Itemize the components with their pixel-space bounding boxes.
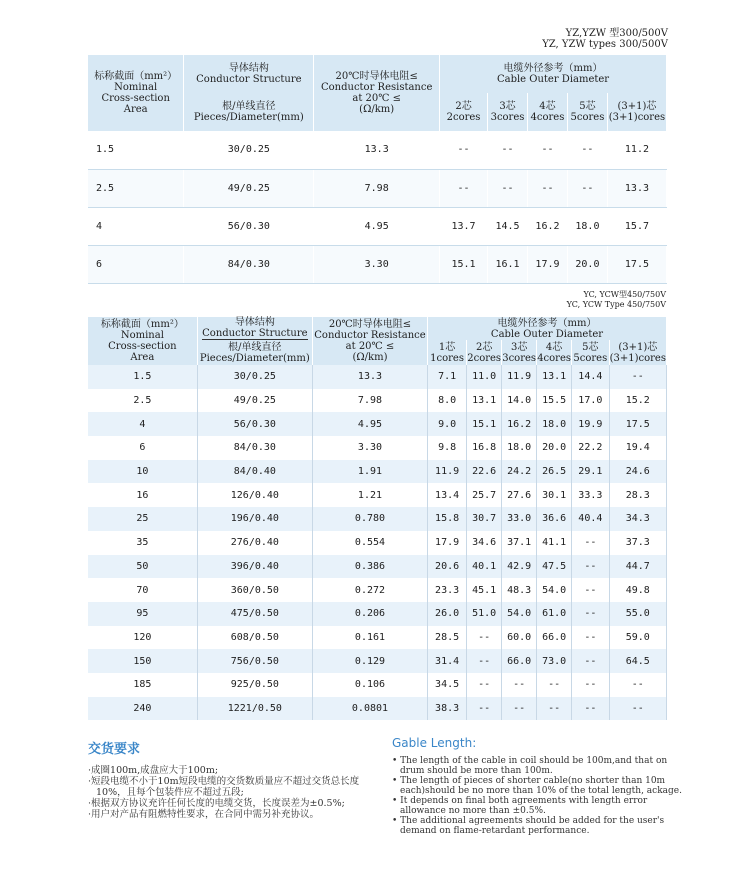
note-item-en: • The length of pieces of shorter cable(no shorter than 10m each)should be no more than 10% of the total length, ackage. (392, 776, 682, 796)
diameter-cell: 26.0 (428, 602, 467, 626)
diameter-cell: 13.7 (440, 207, 488, 245)
diameter-cell: -- (537, 697, 572, 721)
area-cell: 4 (88, 412, 197, 436)
diameter-cell: 13.4 (428, 483, 467, 507)
nominal-header-2-cn: 标称截面（mm²） (100, 319, 184, 330)
diameter-cell: 29.1 (572, 460, 610, 484)
diameter-cell: 20.6 (428, 555, 467, 579)
diameter-header-en: Cable Outer Diameter (496, 74, 610, 85)
delivery-notes-cn (88, 765, 378, 820)
conductor-header-2-en-text: Conductor Structure (202, 328, 308, 339)
area-cell: 185 (88, 673, 197, 697)
diameter-cell: 33.3 (572, 483, 610, 507)
area-cell: 1.5 (88, 365, 197, 389)
diameter-cell: 15.8 (428, 507, 467, 531)
table2-caption-en: YC, YCW Type 450/750V (566, 300, 666, 309)
table-row (88, 169, 667, 207)
diameter-cell: -- (572, 602, 610, 626)
diameter-cell: 59.0 (609, 626, 666, 650)
diameter-cell: 60.0 (502, 626, 537, 650)
diameter-cell: -- (527, 169, 567, 207)
nominal-header (88, 55, 184, 131)
diameter-cell: 17.0 (572, 389, 610, 413)
resistance-cell: 0.0801 (312, 697, 427, 721)
diameter-cell: 54.0 (537, 578, 572, 602)
diameter-cell: 14.5 (488, 207, 528, 245)
area-cell: 4 (88, 207, 184, 245)
area-cell: 150 (88, 649, 197, 673)
table-row (88, 626, 667, 650)
cores-header (527, 93, 567, 131)
resistance-cell: 0.554 (312, 531, 427, 555)
pieces-cell: 30/0.25 (184, 131, 314, 169)
pieces-cell: 84/0.30 (197, 436, 312, 460)
conductor-header (184, 55, 314, 93)
diameter-cell: 48.3 (502, 578, 537, 602)
diameter-cell: 31.4 (428, 649, 467, 673)
diameter-cell: -- (572, 673, 610, 697)
diameter-cell: 23.3 (428, 578, 467, 602)
table-row (88, 460, 667, 484)
area-cell: 10 (88, 460, 197, 484)
diameter-cell: 36.6 (537, 507, 572, 531)
diameter-cell: 30.7 (467, 507, 502, 531)
diameter-cell: 13.1 (537, 365, 572, 389)
diameter-cell: 20.0 (567, 245, 607, 283)
cores-header-cn: (3+1)芯 (618, 341, 658, 353)
resistance-cell: 0.206 (312, 602, 427, 626)
resistance-header-2 (312, 317, 427, 365)
diameter-cell: 8.0 (428, 389, 467, 413)
diameter-cell: 11.2 (607, 131, 666, 169)
diameter-cell: 15.1 (440, 245, 488, 283)
cores-header-cn: 3芯 (510, 341, 528, 353)
table-row (88, 602, 667, 626)
table-row (88, 673, 667, 697)
diameter-cell: 33.0 (502, 507, 537, 531)
delivery-title-cn: 交货要求 (88, 742, 141, 757)
note-item-en: • The additional agreements should be added for the user's demand on flame-retardant performance. (392, 816, 665, 836)
table-row (88, 436, 667, 460)
resistance-cell: 0.161 (312, 626, 427, 650)
diameter-cell: 18.0 (567, 207, 607, 245)
cores-header-en: 2cores (467, 352, 502, 364)
pieces-header (184, 93, 314, 131)
area-cell: 1.5 (88, 131, 184, 169)
table-yz-yzw (88, 55, 667, 284)
area-cell: 120 (88, 626, 197, 650)
resistance-cell: 13.3 (314, 131, 440, 169)
diameter-cell: 28.3 (609, 483, 666, 507)
diameter-cell: 25.7 (467, 483, 502, 507)
diameter-cell: -- (467, 626, 502, 650)
cores-header-cn: 5芯 (579, 101, 596, 112)
diameter-cell: 34.3 (609, 507, 666, 531)
resistance-cell: 0.106 (312, 673, 427, 697)
diameter-cell: 34.6 (467, 531, 502, 555)
diameter-cell: 13.1 (467, 389, 502, 413)
cores-header-cn: 5芯 (582, 341, 599, 353)
diameter-cell: 11.9 (502, 365, 537, 389)
diameter-cell: 16.2 (502, 412, 537, 436)
diameter-cell: 17.5 (607, 245, 666, 283)
area-cell: 95 (88, 602, 197, 626)
table-row (88, 389, 667, 413)
pieces-cell: 126/0.40 (197, 483, 312, 507)
diameter-cell: 61.0 (537, 602, 572, 626)
area-cell: 35 (88, 531, 197, 555)
diameter-cell: 9.0 (428, 412, 467, 436)
diameter-cell: 40.1 (467, 555, 502, 579)
diameter-cell: 16.8 (467, 436, 502, 460)
pieces-cell: 84/0.40 (197, 460, 312, 484)
diameter-cell: 15.7 (607, 207, 666, 245)
resistance-cell: 0.386 (312, 555, 427, 579)
diameter-cell: 19.9 (572, 412, 610, 436)
diameter-cell: 47.5 (537, 555, 572, 579)
diameter-cell: -- (572, 555, 610, 579)
table-row (88, 507, 667, 531)
cores-header-en: 1cores (430, 352, 464, 364)
cores-header-en: (3+1)cores (608, 112, 666, 123)
diameter-cell: -- (440, 131, 488, 169)
diameter-cell: 26.5 (537, 460, 572, 484)
cores-header (537, 340, 572, 365)
cores-header-en: 3cores (502, 352, 537, 364)
area-cell: 50 (88, 555, 197, 579)
cores-header-en: (3+1)cores (609, 352, 666, 364)
diameter-cell: -- (609, 697, 666, 721)
note-item-cn: ·用户对产品有阻燃特性要求，在合同中需另补充协议。 (88, 809, 320, 820)
table2-caption (567, 290, 666, 310)
cores-header (440, 93, 488, 131)
cores-header-en: 2cores (446, 112, 481, 123)
diameter-cell: 51.0 (467, 602, 502, 626)
resistance-header-2-unit: (Ω/km) (352, 352, 388, 363)
diameter-cell: 16.2 (527, 207, 567, 245)
resistance-cell: 4.95 (314, 207, 440, 245)
cores-header (502, 340, 537, 365)
pieces-cell: 49/0.25 (197, 389, 312, 413)
diameter-header-2 (428, 317, 667, 340)
diameter-cell: 49.8 (609, 578, 666, 602)
delivery-cn-section (88, 738, 378, 820)
resistance-header-en: Conductor Resistance (320, 82, 433, 93)
diameter-cell: -- (572, 578, 610, 602)
resistance-cell: 3.30 (312, 436, 427, 460)
diameter-cell: 15.5 (537, 389, 572, 413)
diameter-cell: 11.0 (467, 365, 502, 389)
conductor-header-cn: 导体结构 (228, 63, 269, 74)
table-row (88, 578, 667, 602)
cores-header-en: 4cores (537, 352, 572, 364)
table-row (88, 555, 667, 579)
diameter-cell: -- (502, 673, 537, 697)
diameter-header-2-en: Cable Outer Diameter (490, 328, 604, 340)
resistance-cell: 3.30 (314, 245, 440, 283)
resistance-cell: 4.95 (312, 412, 427, 436)
resistance-cell: 0.129 (312, 649, 427, 673)
diameter-cell: 19.4 (609, 436, 666, 460)
cores-header-cn: 3芯 (499, 101, 516, 112)
table-row (88, 245, 667, 283)
resistance-cell: 7.98 (312, 389, 427, 413)
cores-header-en: 3cores (490, 112, 525, 123)
diameter-cell: 24.2 (502, 460, 537, 484)
diameter-cell: 54.0 (502, 602, 537, 626)
conductor-header-2-cn: 导体结构 (234, 317, 275, 328)
resistance-header-unit: (Ω/km) (359, 104, 395, 115)
diameter-cell: 42.9 (502, 555, 537, 579)
diameter-cell: -- (572, 697, 610, 721)
diameter-cell: 14.4 (572, 365, 610, 389)
pieces-cell: 276/0.40 (197, 531, 312, 555)
note-item-cn: ·短段电缆不小于10m短段电缆的交货数质量应不超过交货总长度10%，且每个包装件应不超过五段; (88, 776, 360, 798)
cores-header-cn: (3+1)芯 (617, 101, 657, 112)
cores-header-cn: 1芯 (438, 341, 456, 353)
table-row (88, 207, 667, 245)
diameter-cell: -- (572, 626, 610, 650)
conductor-header-2 (197, 317, 312, 340)
diameter-cell: 28.5 (428, 626, 467, 650)
table-row (88, 131, 667, 169)
note-item-cn: ·根据双方协议充许任何长度的电缆交货，长度误差为±0.5%; (88, 798, 345, 809)
diameter-cell: 15.1 (467, 412, 502, 436)
nominal-header-2 (88, 317, 197, 365)
area-cell: 240 (88, 697, 197, 721)
diameter-cell: 13.3 (607, 169, 666, 207)
table-row (88, 483, 667, 507)
diameter-cell: 22.6 (467, 460, 502, 484)
pieces-header-2 (197, 340, 312, 365)
area-cell: 2.5 (88, 169, 184, 207)
diameter-cell: 44.7 (609, 555, 666, 579)
table-yc-ycw (88, 317, 667, 720)
diameter-cell: 7.1 (428, 365, 467, 389)
diameter-cell: 30.1 (537, 483, 572, 507)
diameter-cell: -- (567, 131, 607, 169)
diameter-cell: -- (467, 673, 502, 697)
cores-header-cn: 4芯 (545, 341, 563, 353)
resistance-cell: 0.272 (312, 578, 427, 602)
pieces-cell: 396/0.40 (197, 555, 312, 579)
note-item-en: • The length of the cable in coil should be 100m,and that on drum should be more than 100m. (392, 756, 668, 776)
diameter-cell: 15.2 (609, 389, 666, 413)
diameter-cell: -- (467, 649, 502, 673)
resistance-header-cn: 20℃时导体电阻≤ (335, 71, 418, 82)
diameter-cell: 66.0 (502, 649, 537, 673)
cores-header (567, 93, 607, 131)
cores-header-cn: 2芯 (475, 341, 493, 353)
diameter-cell: 14.0 (502, 389, 537, 413)
cores-header-en: 5cores (573, 352, 608, 364)
nominal-header-2-en: Nominal Cross-section Area (108, 330, 177, 363)
cores-header-cn: 4芯 (539, 101, 556, 112)
diameter-cell: -- (567, 169, 607, 207)
diameter-header-2-cn: 电缆外径参考（mm） (497, 317, 597, 329)
pieces-cell: 925/0.50 (197, 673, 312, 697)
resistance-header-2-at: at 20℃ ≤ (345, 341, 395, 352)
diameter-cell: 17.9 (527, 245, 567, 283)
pieces-header-2-en: Pieces/Diameter(mm) (199, 352, 310, 364)
diameter-cell: -- (572, 531, 610, 555)
resistance-header-at: at 20℃ ≤ (352, 93, 401, 104)
diameter-header-cn: 电缆外径参考（mm） (503, 63, 603, 74)
table-row (88, 412, 667, 436)
area-cell: 6 (88, 436, 197, 460)
resistance-cell: 1.91 (312, 460, 427, 484)
nominal-header-cn: 标称截面（mm²） (94, 71, 178, 82)
table-row (88, 365, 667, 389)
diameter-cell: -- (502, 697, 537, 721)
area-cell: 6 (88, 245, 184, 283)
resistance-cell: 0.780 (312, 507, 427, 531)
pieces-cell: 1221/0.50 (197, 697, 312, 721)
diameter-cell: 22.2 (572, 436, 610, 460)
diameter-cell: 34.5 (428, 673, 467, 697)
note-item-en: • It depends on final both agreements with length error allowance no more than ±0.5%. (392, 796, 648, 816)
pieces-cell: 84/0.30 (184, 245, 314, 283)
diameter-cell: 17.9 (428, 531, 467, 555)
diameter-cell: -- (537, 673, 572, 697)
table-row (88, 649, 667, 673)
cores-header (467, 340, 502, 365)
pieces-cell: 756/0.50 (197, 649, 312, 673)
cores-header (609, 340, 666, 365)
cores-header (428, 340, 467, 365)
diameter-header (440, 55, 667, 93)
table1-caption (542, 28, 668, 50)
diameter-cell: 24.6 (609, 460, 666, 484)
table1-caption-cn: YZ,YZW 型300/500V (565, 28, 668, 39)
pieces-header-en: Pieces/Diameter(mm) (193, 112, 304, 123)
diameter-cell: 18.0 (537, 412, 572, 436)
pieces-cell: 608/0.50 (197, 626, 312, 650)
diameter-cell: 38.3 (428, 697, 467, 721)
resistance-header-2-en: Conductor Resistance (314, 330, 426, 341)
area-cell: 70 (88, 578, 197, 602)
cores-header (572, 340, 610, 365)
delivery-en-section (392, 736, 682, 836)
table2-caption-cn: YC, YCW型450/750V (583, 290, 666, 299)
pieces-cell: 475/0.50 (197, 602, 312, 626)
diameter-cell: 27.6 (502, 483, 537, 507)
diameter-cell: 9.8 (428, 436, 467, 460)
cores-header-en: 5cores (570, 112, 605, 123)
resistance-cell: 13.3 (312, 365, 427, 389)
pieces-cell: 49/0.25 (184, 169, 314, 207)
diameter-cell: 16.1 (488, 245, 528, 283)
cores-header (607, 93, 666, 131)
diameter-cell: -- (488, 131, 528, 169)
diameter-cell: 17.5 (609, 412, 666, 436)
cores-header-en: 4cores (530, 112, 565, 123)
diameter-cell: 73.0 (537, 649, 572, 673)
diameter-cell: 40.4 (572, 507, 610, 531)
pieces-cell: 30/0.25 (197, 365, 312, 389)
diameter-cell: 64.5 (609, 649, 666, 673)
pieces-cell: 56/0.30 (184, 207, 314, 245)
diameter-cell: 18.0 (502, 436, 537, 460)
diameter-cell: 45.1 (467, 578, 502, 602)
resistance-cell: 7.98 (314, 169, 440, 207)
pieces-cell: 196/0.40 (197, 507, 312, 531)
area-cell: 25 (88, 507, 197, 531)
conductor-header-2-en (198, 328, 312, 340)
diameter-cell: -- (609, 673, 666, 697)
area-cell: 2.5 (88, 389, 197, 413)
note-item-cn: ·成圈100m,成盘应大于100m; (88, 765, 219, 776)
pieces-cell: 360/0.50 (197, 578, 312, 602)
table-row (88, 697, 667, 721)
diameter-cell: 41.1 (537, 531, 572, 555)
diameter-cell: -- (572, 649, 610, 673)
area-cell: 16 (88, 483, 197, 507)
pieces-header-2-cn: 根/单线直径 (228, 341, 282, 353)
delivery-title-en: Gable Length: (392, 736, 477, 750)
diameter-cell: 55.0 (609, 602, 666, 626)
table-row (88, 531, 667, 555)
cores-header-cn: 2芯 (455, 101, 472, 112)
diameter-cell: -- (609, 365, 666, 389)
diameter-cell: -- (440, 169, 488, 207)
resistance-header (314, 55, 440, 131)
table1-caption-en: YZ, YZW types 300/500V (542, 39, 668, 50)
cores-header (488, 93, 528, 131)
diameter-cell: -- (488, 169, 528, 207)
diameter-cell: 20.0 (537, 436, 572, 460)
diameter-cell: -- (467, 697, 502, 721)
pieces-cell: 56/0.30 (197, 412, 312, 436)
diameter-cell: 66.0 (537, 626, 572, 650)
conductor-header-en: Conductor Structure (196, 74, 302, 85)
diameter-cell: 11.9 (428, 460, 467, 484)
resistance-cell: 1.21 (312, 483, 427, 507)
diameter-cell: -- (527, 131, 567, 169)
delivery-notes-en (392, 756, 682, 836)
nominal-header-en: Nominal Cross-section Area (101, 82, 170, 115)
diameter-cell: 37.1 (502, 531, 537, 555)
pieces-header-cn: 根/单线直径 (222, 101, 276, 112)
resistance-header-2-cn: 20℃时导体电阻≤ (328, 319, 412, 330)
diameter-cell: 37.3 (609, 531, 666, 555)
